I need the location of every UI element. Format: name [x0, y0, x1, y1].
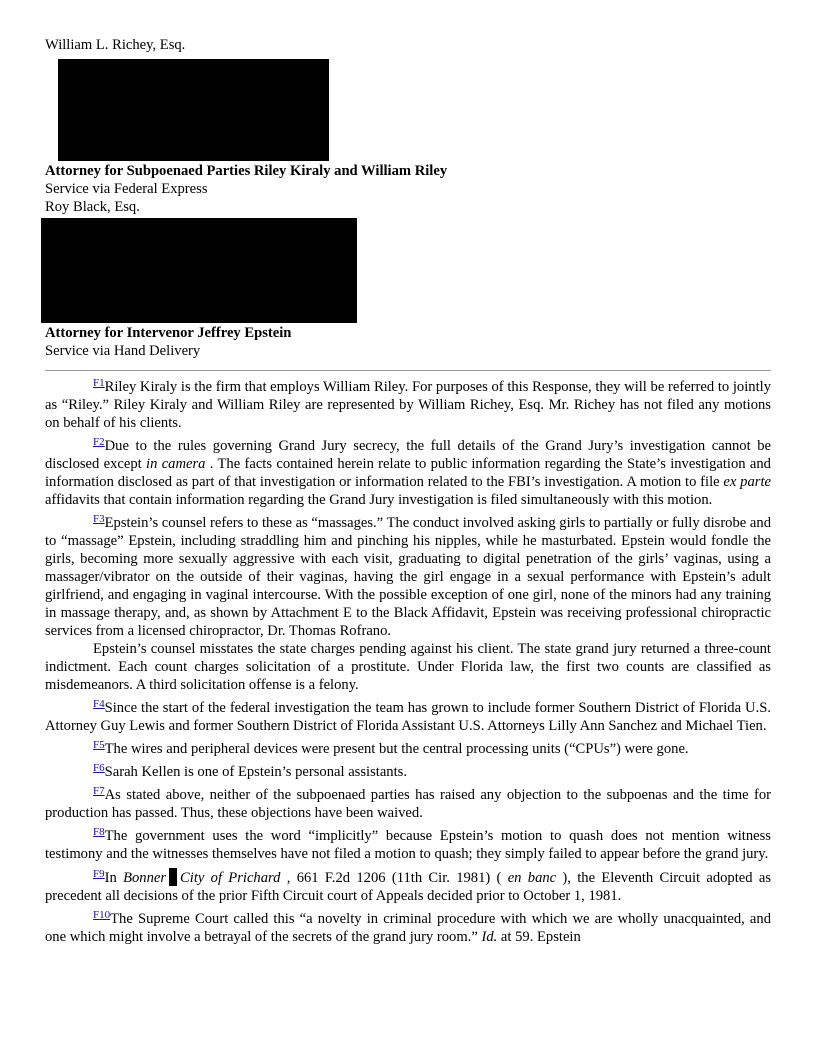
- footnote-text: The wires and peripheral devices were present but the central processing units (“CPUs”) were gone.: [104, 741, 689, 757]
- footnote-text: at 59. Epstein: [497, 929, 581, 945]
- footnote-text: affidavits that contain information regarding the Grand Jury investigation is filed simultaneously with this motion.: [45, 492, 713, 508]
- attorney-name-black: Roy Black, Esq.: [45, 199, 140, 215]
- italic-term: en banc: [507, 870, 557, 886]
- footnote-5: [45, 740, 771, 758]
- footnote-ref-link[interactable]: F4: [93, 698, 105, 710]
- footnote-7: [45, 786, 771, 822]
- case-name: Bonner: [123, 870, 167, 886]
- footnote-text: Epstein’s counsel refers to these as “massages.” The conduct involved asking girls to partially or fully disrobe and to “massage” Epstein, including straddling him and pinching his nipples, while he masturbated. Epstein would fondle the girls, becoming more sexually aggressive with each visit, graduating to digital penetration of the girls’ vaginas, using a massager/vibrator on the outside of their vaginas, having the girl engage in a sexual performance with Epstein’s adult girlfriend, and engaging in vaginal intercourse. With the possible exception of one girl, none of the minors had any training in massage therapy, and, as shown by Attachment E to the Black Affidavit, Epstein was receiving professional chiropractic services from a licensed chiropractor, Dr. Thomas Rofrano.: [45, 515, 771, 639]
- footnote-ref-link[interactable]: F6: [93, 762, 105, 774]
- italic-term: ex parte: [723, 474, 771, 490]
- footnote-text: As stated above, neither of the subpoenaed parties has raised any objection to the subpoenas and the time for production has passed. Thus, these objections have been waived.: [45, 787, 771, 821]
- footnote-text: The government uses the word “implicitly” because Epstein’s motion to quash does not mention witness testimony and the witnesses themselves have not filed a motion to quash; they simply failed to appear before the grand jury.: [45, 828, 771, 862]
- redaction-box: [41, 218, 357, 323]
- footnote-10: [45, 910, 771, 946]
- redaction-box: [58, 59, 329, 161]
- footnote-4: [45, 699, 771, 735]
- footnote-ref-link[interactable]: F2: [93, 436, 105, 448]
- footnote-text: ), the Eleventh Circuit adopted as precedent all decisions of the prior Fifth Circuit court of Appeals decided prior to October 1, 1981.: [45, 870, 771, 904]
- footnote-text: Since the start of the federal investigation the team has grown to include former Southern District of Florida U.S. Attorney Guy Lewis and former Southern District of Florida Assistant U.S. Attorneys Lilly Ann Sanchez and Michael Tien.: [45, 700, 771, 734]
- footnote-ref-link[interactable]: F8: [93, 826, 105, 838]
- footnote-text: Riley Kiraly is the firm that employs William Riley. For purposes of this Response, they will be referred to jointly as “Riley.” Riley Kiraly and William Riley are represented by William Richey, Esq. Mr. Richey has not filed any motions on behalf of his clients.: [45, 379, 771, 431]
- footnote-text: . The facts contained herein relate to public information regarding the State’s investigation and information disclosed as part of that investigation or information related to the FBI’s investigation. A motion to file: [45, 456, 771, 490]
- footnote-divider: [45, 370, 771, 371]
- footnote-3: [45, 514, 771, 640]
- citation-id: Id.: [481, 929, 498, 945]
- case-name: City of Prichard: [180, 870, 281, 886]
- footnote-ref-link[interactable]: F9: [93, 868, 105, 880]
- footnote-text: In: [104, 870, 124, 886]
- footnote-text: Due to the rules governing Grand Jury secrecy, the full details of the Grand Jury’s investigation cannot be disclosed except: [45, 438, 771, 472]
- footnote-ref-link[interactable]: F7: [93, 785, 105, 797]
- redaction-box: [169, 868, 177, 886]
- footnote-6: [45, 763, 771, 781]
- italic-term: in camera: [146, 456, 206, 472]
- footnote-text: Epstein’s counsel misstates the state charges pending against his client. The state grand jury returned a three-count indictment. Each count charges solicitation of a prostitute. Under Florida law, the first two counts are classified as misdemeanors. A third solicitation offense is a felony.: [45, 641, 771, 693]
- footnote-ref-link[interactable]: F3: [93, 513, 105, 525]
- footnote-2: [45, 437, 771, 509]
- footnote-text: Sarah Kellen is one of Epstein’s personal assistants.: [104, 764, 407, 780]
- attorney-role-epstein: Attorney for Intervenor Jeffrey Epstein: [45, 325, 292, 341]
- footnote-text: The Supreme Court called this “a novelty in criminal procedure with which we are wholly unacquainted, and one which might involve a betrayal of the secrets of the grand jury room.”: [45, 911, 771, 945]
- footnote-text: , 661 F.2d 1206 (11th Cir. 1981) (: [280, 870, 508, 886]
- attorney-role-riley: Attorney for Subpoenaed Parties Riley Kiraly and William Riley: [45, 163, 448, 179]
- footnote-1: [45, 378, 771, 432]
- footnote-ref-link[interactable]: F1: [93, 377, 105, 389]
- footnote-8: [45, 827, 771, 863]
- footnote-3-continued: [45, 640, 771, 694]
- footnote-ref-link[interactable]: F10: [93, 909, 111, 921]
- footnotes: [45, 378, 771, 951]
- attorney-name: William L. Richey, Esq.: [45, 37, 186, 53]
- footnote-ref-link[interactable]: F5: [93, 739, 105, 751]
- service-method-fedex: Service via Federal Express: [45, 181, 208, 197]
- footnote-9: [45, 868, 771, 905]
- service-method-hand: Service via Hand Delivery: [45, 343, 201, 359]
